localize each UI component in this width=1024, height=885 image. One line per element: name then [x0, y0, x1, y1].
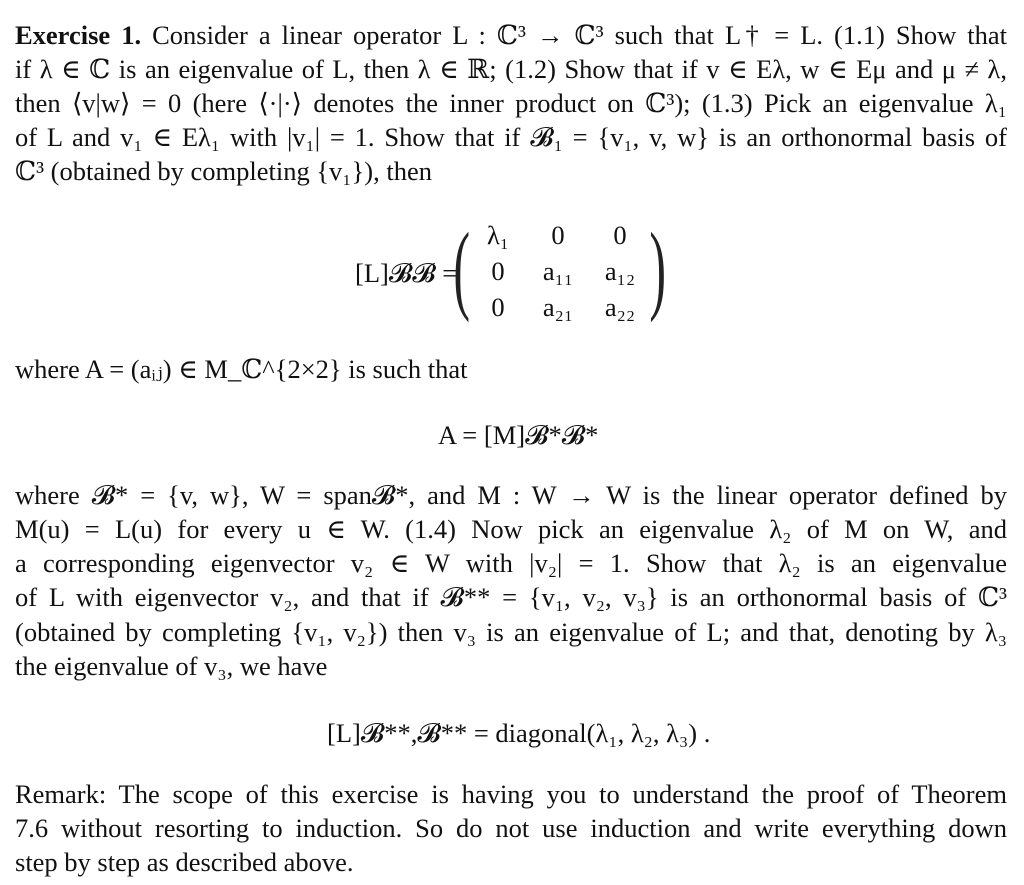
matrix-cell: a₂₂	[604, 292, 636, 322]
remark-line: 7.6 without resorting to induction. So do not use induction and write everything down	[15, 813, 1007, 843]
matrix-cell: a₁₂	[604, 256, 636, 286]
matrix-cell: a₁₁	[542, 256, 574, 286]
matrix	[453, 212, 666, 326]
paragraph-2-line: of L with eigenvector v₂, and that if 𝓑** = {v₁, v₂, v₃} is an orthonormal basis of ℂ³	[15, 582, 1007, 612]
right-paren: )	[649, 212, 666, 323]
exercise-line-3: then ⟨v|w⟩ = 0 (here ⟨·|·⟩ denotes the inner product on ℂ³); (1.3) Pick an eigenvalue λ₁	[15, 88, 1007, 118]
exercise-line-2: if λ ∈ ℂ is an eigenvalue of L, then λ ∈ ℝ; (1.2) Show that if v ∈ Eλ, w ∈ Eμ and μ ≠ λ,	[15, 54, 1007, 84]
matrix-cell: 0	[491, 256, 505, 286]
remark-line: Remark: The scope of this exercise is having you to understand the proof of Theorem	[15, 779, 1007, 809]
exercise-line-5: ℂ³ (obtained by completing {v₁}), then	[15, 156, 432, 186]
paragraph-2-line: where 𝓑* = {v, w}, W = span𝓑*, and M : W → W is the linear operator defined by	[15, 480, 1007, 510]
equation-diagonal: [L]𝓑**,𝓑** = diagonal(λ₁, λ₂, λ₃) .	[327, 718, 711, 748]
middle-text: where A = (aᵢⱼ) ∈ M_ℂ^{2×2} is such that	[15, 354, 468, 384]
matrix-cell: 0	[551, 220, 565, 250]
paragraph-2-line: M(u) = L(u) for every u ∈ W. (1.4) Now pick an eigenvalue λ₂ of M on W, and	[15, 514, 1007, 544]
left-paren: (	[453, 212, 470, 323]
equation-A: A = [M]𝓑*𝓑*	[438, 420, 599, 450]
matrix-cell: 0	[491, 292, 505, 322]
exercise-line-1: Exercise 1. Consider a linear operator L : ℂ³ → ℂ³ such that L† = L. (1.1) Show that	[15, 20, 1007, 50]
matrix-cell: λ₁	[486, 220, 510, 250]
matrix-equation-lhs: [L]𝓑𝓑 =	[355, 258, 458, 288]
paragraph-2-line: the eigenvalue of v₃, we have	[15, 651, 328, 681]
exercise-label: Exercise 1.	[15, 20, 142, 50]
matrix-cell: 0	[613, 220, 627, 250]
paragraph-2-line: (obtained by completing {v₁, v₂}) then v₃ is an eigenvalue of L; and that, denoting by λ₃	[15, 617, 1007, 647]
exercise-line-4: of L and v₁ ∈ Eλ₁ with |v₁| = 1. Show that if 𝓑₁ = {v₁, v, w} is an orthonormal basis of	[15, 122, 1007, 152]
paragraph-2-line: a corresponding eigenvector v₂ ∈ W with |v₂| = 1. Show that λ₂ is an eigenvalue	[15, 548, 1007, 578]
remark-line: step by step as described above.	[15, 847, 354, 877]
matrix-cell: a₂₁	[542, 292, 574, 322]
